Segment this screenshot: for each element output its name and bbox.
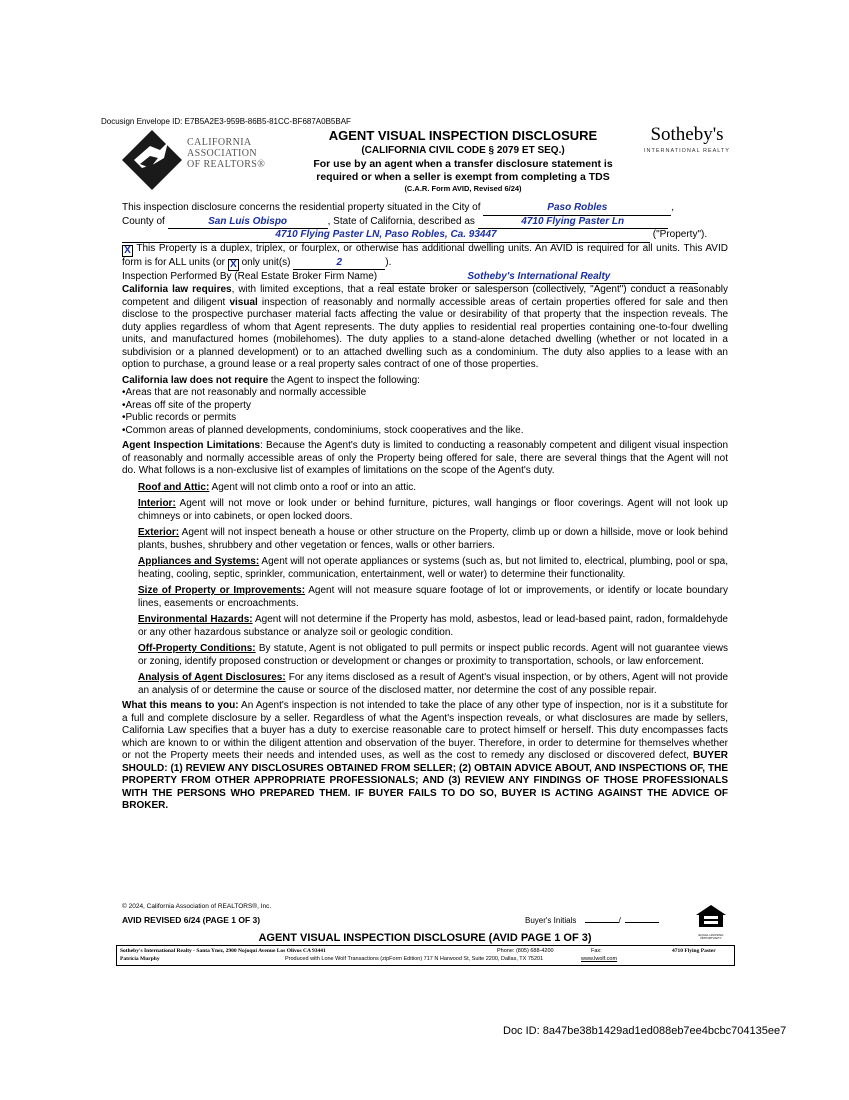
- property-suffix: ("Property").: [652, 229, 708, 240]
- multiunit-checkbox[interactable]: X: [122, 245, 133, 257]
- title-block: [298, 128, 628, 193]
- limitations-text: : Because the Agent's duty is limited to conducting a reasonably competent and diligent visual inspection of reasonably and normally accessible areas of only the Property being offered for sale, there are several things that the Agent will not do. What follows is a non-exclusive list of examples of limitations on the scope of the Agent's duty.: [122, 440, 729, 476]
- meaning-paragraph: [122, 700, 728, 813]
- limitations-heading: Agent Inspection Limitations: [122, 440, 261, 451]
- form-title: AGENT VISUAL INSPECTION DISCLOSURE: [328, 128, 598, 143]
- address-field[interactable]: 4710 Flying Paster LN, Paso Robles, Ca. 93447: [122, 229, 650, 243]
- limitations-paragraph: [122, 440, 728, 478]
- form-body: [122, 202, 728, 813]
- firm-field[interactable]: Sotheby's International Realty: [380, 271, 698, 285]
- equal-housing-icon: [693, 903, 729, 929]
- limitation-text: Agent will not measure square footage of lot or improvements, or identify or locate boundary lines, easements or encroachments.: [138, 585, 728, 609]
- limitation-item: [138, 556, 728, 581]
- inspection-label: Inspection Performed By (Real Estate Broker Firm Name): [122, 270, 378, 282]
- described-field[interactable]: 4710 Flying Paster Ln: [478, 216, 668, 230]
- only-units-label: only unit(s): [241, 256, 291, 268]
- civil-code: (CALIFORNIA CIVIL CODE § 2079 ET SEQ.): [361, 145, 565, 156]
- list-item: • Areas off site of the property: [122, 400, 728, 413]
- initials-field-2[interactable]: [625, 922, 659, 923]
- file-name: 4710 Flying Paster: [672, 948, 716, 954]
- list-item: • Public records or permits: [122, 412, 728, 425]
- list-item: • Areas that are not reasonably and normally accessible: [122, 387, 728, 400]
- limitation-item: [138, 614, 728, 639]
- limitation-text: Agent will not determine if the Property has mold, asbestos, lead or lead-based paint, radon, formaldehyde or any other hazardous substance or analyze soil or geologic condition.: [138, 614, 728, 638]
- car-logo-line2: ASSOCIATION: [187, 148, 257, 159]
- limitation-title: Analysis of Agent Disclosures:: [138, 672, 286, 683]
- phone: Phone: (805) 688-4200: [497, 948, 554, 954]
- limitation-text: Agent will not inspect beneath a house or other structure on the Property, climb up or down a hillside, move or look behind plants, bushes, shrubbery and other vegetation or fences, walls or other barriers.: [138, 527, 728, 551]
- meaning-caps: BUYER SHOULD: (1) REVIEW ANY DISCLOSURES OBTAINED FROM SELLER; (2) OBTAIN ADVICE ABOUT, AND INSPECTIONS OF, THE PROPERTY FROM OTHER APPROPRIATE PROFESSIONALS; AND (3) REVIEW ANY FINDINGS OF THOSE PROFESSIONALS WITH THE PERSONS WHO PREPARED THEM. IF BUYER FAILS TO DO SO, BUYER IS ACTING AGAINST THE ADVICE OF BROKER.: [122, 750, 728, 811]
- car-logo-line3: OF REALTORS®: [187, 159, 266, 170]
- law-not-require-heading: California law does not require: [122, 374, 269, 386]
- form-number: (C.A.R. Form AVID, Revised 6/24): [404, 184, 522, 193]
- limitation-title: Roof and Attic:: [138, 481, 210, 493]
- limitation-text: Agent will not move or look under or behind furniture, pictures, wall hangings or floor coverings. Agent will not look up chimneys or into cabinets, or open locked doors.: [138, 498, 728, 522]
- limitation-text: Agent will not operate appliances or systems (such as, but not limited to, electrical, plumbing, pool or spa, heating, cooling, septic, sprinkler, communication, entertainment, well or water) to determine their functionality.: [138, 556, 729, 580]
- limitation-title: Environmental Hazards:: [138, 614, 253, 625]
- car-logo: [120, 128, 300, 194]
- envelope-id: Docusign Envelope ID: E7B5A2E3-959B-86B5-81CC-BF687A0B5BAF: [101, 117, 351, 126]
- limitation-item: [138, 672, 728, 697]
- multiunit-section: [122, 243, 728, 285]
- limitation-item: [138, 643, 728, 668]
- footer-title: AGENT VISUAL INSPECTION DISCLOSURE (AVID PAGE 1 OF 3): [258, 932, 592, 944]
- law-requires-text-a: , with limited exceptions, that a real estate broker or salesperson (collectively, "Agent") conduct a reasonably competent and diligent: [122, 284, 728, 308]
- limitation-text: By statute, Agent is not obligated to pull permits or inspect public records. Agent will not guarantee views or zoning, identify proposed construction or development or changes or proximity to transportation, schools, or law enforcement.: [138, 643, 728, 667]
- brokerage-name: Sotheby's: [650, 124, 724, 145]
- limitation-title: Off-Property Conditions:: [138, 643, 256, 654]
- city-field[interactable]: Paso Robles: [483, 202, 671, 216]
- limitation-item: [138, 482, 728, 495]
- limitation-title: Interior:: [138, 498, 176, 509]
- property-section: This inspection disclosure concerns the residential property situated in the City of Paso Robles , County of San Luis Obispo , State of California, described as 4710 Flying Paster Ln 4710 Flying Paster LN, Paso Robles, Ca. 93447 ("Property").: [122, 202, 728, 243]
- equal-housing-label: EQUAL HOUSING OPPORTUNITY: [698, 933, 724, 940]
- law-requires-paragraph: [122, 284, 728, 372]
- limitation-title: Size of Property or Improvements:: [138, 585, 306, 596]
- only-units-checkbox[interactable]: X: [228, 259, 239, 271]
- law-not-require-text: the Agent to inspect the following:: [270, 374, 420, 386]
- subtitle-line2: required or when a seller is exempt from completing a TDS: [316, 171, 610, 183]
- meaning-heading: What this means to you:: [122, 700, 239, 711]
- initials-label: Buyer's Initials: [525, 916, 577, 925]
- car-logo-line1: CALIFORNIA: [187, 137, 252, 148]
- produced-by: Produced with Lone Wolf Transactions (zipForm Edition) 717 N Harwood St, Suite 2200, Dallas, TX 75201: [285, 956, 544, 962]
- zipform-footer: [116, 945, 735, 966]
- limitation-item: [138, 498, 728, 523]
- initials-separator: /: [618, 916, 621, 925]
- multiunit-text: This Property is a duplex, triplex, or fourplex, or otherwise has additional dwelling units. An AVID is required for all units. This AVID form is for ALL units: [122, 242, 728, 268]
- limitation-title: Appliances and Systems:: [138, 556, 260, 567]
- law-requires-text-b: inspection of reasonably and normally accessible areas of certain properties offered for sale and then disclose to the prospective purchaser material facts affecting the value or desirability of that property that the inspection reveals. The duty applies regardless of whom that Agent represents. The duty applies to residential real properties containing one-to-four dwelling units, and manufactured homes (mobilehomes). The duty applies to a stand-alone detached dwelling (whether or not located in a subdivision or a planned development) or to an attached dwelling such as a condominium. The duty also applies to a lease with an option to purchase, a ground lease or a real property sales contract of one of those properties.: [122, 296, 728, 370]
- website-link[interactable]: www.lwolf.com: [581, 956, 618, 962]
- buyer-initials: [525, 916, 659, 925]
- office-line: Sotheby's International Realty - Santa Ynez, 2900 Nojoqui Avenue Los Olivos CA 93441: [120, 948, 326, 954]
- units-suffix: ).: [385, 256, 392, 268]
- brokerage-tagline: INTERNATIONAL REALTY: [644, 148, 730, 154]
- state-label: , State of California, described as: [327, 215, 475, 227]
- units-field[interactable]: 2: [293, 257, 385, 271]
- limitation-item: [138, 585, 728, 610]
- agent-name: Patricia Murphy: [120, 956, 160, 962]
- initials-field-1[interactable]: [585, 922, 619, 923]
- meaning-text: An Agent's inspection is not intended to take the place of any other type of inspection, nor is it a substitute for a full and complete disclosure by a seller. Regardless of what the Agent's inspection reveals, or what disclosures are made by sellers, California Law specifies that a buyer has a duty to exercise reasonable care to protect himself or herself. This duty encompasses facts which are known to or within the diligent attention and observation of the buyer. Therefore, in order to determine for themselves whether or not the Property meets their needs and intended uses, as well as the cost to remedy any disclosed or discovered defect,: [122, 700, 728, 761]
- limitation-text: For any items disclosed as a result of Agent's visual inspection, or by others, Agent will not provide an analysis of or determine the cause or source of the disclosed matter, nor determine the cost of any possible repair.: [138, 672, 729, 696]
- car-logo-icon: [120, 128, 184, 192]
- only-units-prefix: (or: [212, 256, 226, 268]
- limitation-item: [138, 527, 728, 552]
- county-label: County of: [122, 215, 165, 227]
- not-required-list: [122, 387, 728, 437]
- limitation-text: Agent will not climb onto a roof or into an attic.: [209, 481, 417, 493]
- law-not-require-paragraph: [122, 375, 728, 388]
- visual-emphasis: visual: [229, 296, 258, 308]
- brokerage-logo: [632, 124, 742, 154]
- property-intro: This inspection disclosure concerns the residential property situated in the City of: [122, 202, 481, 213]
- limitation-title: Exterior:: [138, 527, 180, 538]
- list-item: • Common areas of planned developments, condominiums, stock cooperatives and the like.: [122, 425, 728, 438]
- revision-label: AVID REVISED 6/24 (PAGE 1 OF 3): [122, 915, 261, 925]
- law-requires-heading: California law requires: [122, 284, 232, 295]
- fax: Fax:: [591, 948, 602, 954]
- copyright: © 2024, California Association of REALTORS®, Inc.: [122, 903, 272, 910]
- county-field[interactable]: San Luis Obispo: [168, 216, 328, 230]
- subtitle-line1: For use by an agent when a transfer disclosure statement is: [313, 158, 613, 170]
- doc-id: Doc ID: 8a47be38b1429ad1ed088eb7ee4bcbc704135ee7: [503, 1025, 787, 1037]
